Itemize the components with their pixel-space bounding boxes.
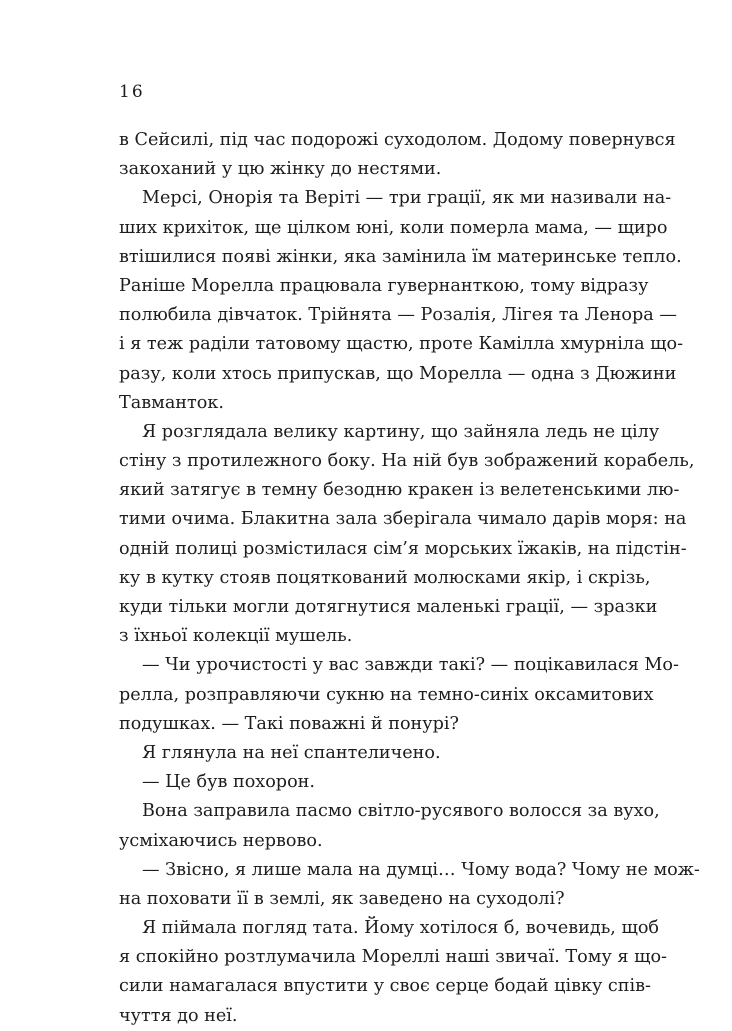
text-line: Тавманток. [119,392,224,413]
text-line: релла, розправляючи сукню на темно-синіх оксамитових [119,684,654,705]
text-line: втішилися появі жінки, яка замінила їм материнське тепло. [119,246,682,267]
text-line: стіну з протилежного боку. На ній був зображений корабель, [119,451,695,472]
text-line: Вона заправила пасмо світло-русявого волосся за вухо, [142,801,660,822]
text-line: Я розглядала велику картину, що зайняла ледь не цілу [142,421,660,442]
text-line: Я глянула на неї спантеличено. [142,742,441,763]
text-line: на поховати її в землі, як заведено на суходолі? [119,888,565,909]
text-line: тими очима. Блакитна зала зберігала чимало дарів моря: на [119,509,687,530]
text-line: куди тільки могли дотягнутися маленькі грації, — зразки [119,597,658,617]
text-line: сили намагалася впустити у своє серце бодай цівку спів- [119,976,651,997]
text-line: усміхаючись нервово. [119,830,323,851]
text-line: в Сейсилі, під час подорожі суходолом. Додому повернувся [119,130,676,150]
text-line: закоханий у цю жінку до нестями. [119,159,442,180]
text-line: і я теж раділи татовому щастю, проте Камілла хмурніла що- [119,334,684,355]
text-line: чуття до неї. [119,1005,238,1026]
text-line: — Чи урочистості у вас завжди такі? — поцікавилася Мо- [142,655,679,676]
text-line: подушках. — Такі поважні й понурі? [119,713,459,734]
text-line: полюбила дівчаток. Трійнята — Розалія, Лігея та Ленора — [119,305,677,326]
text-line: який затягує в темну безодню кракен із велетенськими лю- [119,480,680,501]
body-text [119,126,700,1031]
text-line: з їхньої колекції мушель. [119,626,353,647]
text-line: ку в кутку стояв поцяткований молюсками якір, і скрізь, [119,567,651,588]
text-line: — Це був похорон. [142,772,315,793]
text-line: Мерсі, Онорія та Веріті — три грації, як ми називали на- [142,188,672,209]
text-line: ших крихіток, ще цілком юні, коли померла мама, — щиро [119,217,668,238]
text-line: Я піймала погляд тата. Йому хотілося б, вочевидь, щоб [142,918,660,939]
text-line: Раніше Морелла працювала гувернанткою, тому відразу [119,275,649,296]
text-line: — Звісно, я лише мала на думці… Чому вода? Чому не мож- [142,859,700,880]
text-line: я спокійно розтлумачила Мореллі наші звичаї. Тому я що- [119,947,667,968]
text-line: разу, коли хтось припускав, що Морелла — одна з Дюжини [119,363,677,384]
page-number: 16 [119,82,145,102]
text-line: одній полиці розмістилася сім’я морських їжаків, на підстін- [119,538,687,559]
